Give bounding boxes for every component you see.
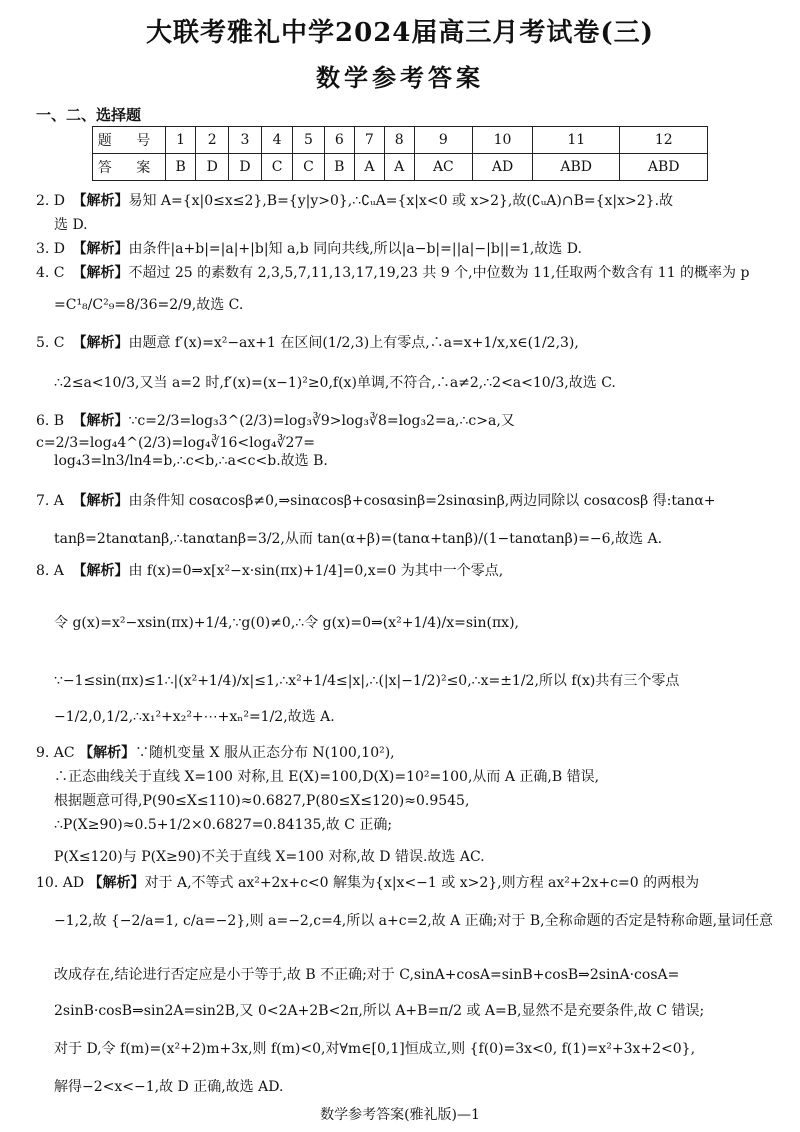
table-cell: 1 xyxy=(166,127,196,154)
row-label-answer: 答 案 xyxy=(93,154,166,181)
solution-text: 改成存在,结论进行否定应是小于等于,故 B 不正确;对于 C,sinA+cosA=sinB+cosB⇒2sinA·cosA= xyxy=(54,967,680,983)
solution-line xyxy=(54,670,774,692)
solution-line xyxy=(36,872,766,894)
solution-text: 2sinB·cosB⇒sin2A=sin2B,又 0<2A+2B<2π,所以 A+B=π/2 或 A=B,显然不是充要条件,故 C 错误; xyxy=(54,1003,705,1019)
table-cell: 3 xyxy=(229,127,262,154)
solution-text: 由题意 f′(x)=x²−ax+1 在区间(1/2,3)上有零点,∴a=x+1/x,x∈(1/2,3), xyxy=(128,335,579,351)
table-cell: 2 xyxy=(196,127,229,154)
table-cell: ABD xyxy=(533,154,620,181)
question-number: 9. AC xyxy=(36,745,75,761)
answer-table-answer-row xyxy=(93,154,708,181)
table-cell: 11 xyxy=(533,127,620,154)
solution-line xyxy=(36,410,766,455)
solution-line xyxy=(54,814,774,836)
page-footer: 数学参考答案(雅礼版)—1 xyxy=(320,1107,480,1123)
solution-line xyxy=(54,450,774,472)
table-cell: 12 xyxy=(620,127,708,154)
section-title: 一、二、选择题 xyxy=(36,106,142,124)
solution-line xyxy=(36,190,766,212)
solution-text: ∵−1≤sin(πx)≤1∴|(x²+1/4)/x|≤1,∴x²+1/4≤|x|,∴(|x|−1/2)²≤0,∴x=±1/2,所以 f(x)共有三个零点 xyxy=(54,673,680,689)
table-cell: A xyxy=(384,154,414,181)
page-title: 大联考雅礼中学2024届高三月考试卷(三) xyxy=(146,18,654,48)
solution-line xyxy=(54,294,774,316)
analysis-tag: 【解析】 xyxy=(72,563,129,579)
solution-text: 对于 D,令 f(m)=(x²+2)m+3x,则 f(m)<0,对∀m∈[0,1]恒成立,则 {f(0)=3x<0, f(1)=x²+3x+2<0}, xyxy=(54,1041,696,1057)
table-cell: 6 xyxy=(324,127,354,154)
solution-text: 易知 A={x|0≤x≤2},B={y|y>0},∴∁ᵤA={x|x<0 或 x>2},故(∁ᵤA)∩B={x|x>2}.故 xyxy=(128,193,674,209)
solution-line xyxy=(54,372,774,394)
table-cell: D xyxy=(229,154,262,181)
solution-line xyxy=(54,612,774,634)
solution-line xyxy=(54,964,774,986)
solution-text: 根据题意可得,P(90≤X≤110)≈0.6827,P(80≤X≤120)≈0.9545, xyxy=(54,793,470,809)
solution-text: log₄3=ln3/ln4=b,∴c<b,∴a<c<b.故选 B. xyxy=(54,453,328,469)
solution-text: ∴正态曲线关于直线 X=100 对称,且 E(X)=100,D(X)=10²=100,从而 A 正确,B 错误, xyxy=(54,769,600,785)
analysis-tag: 【解析】 xyxy=(72,241,129,257)
solution-text: tanβ=2tanαtanβ,∴tanαtanβ=3/2,从而 tan(α+β)=(tanα+tanβ)/(1−tanαtanβ)=−6,故选 A. xyxy=(54,531,663,547)
solution-line xyxy=(36,742,766,764)
solution-text: 对于 A,不等式 ax²+2x+c<0 解集为{x|x<−1 或 x>2},则方程 ax²+2x+c=0 的两根为 xyxy=(144,875,700,891)
solution-line xyxy=(36,560,766,582)
table-cell: A xyxy=(354,154,384,181)
table-cell: C xyxy=(261,154,292,181)
solution-text: =C¹₈/C²₉=8/36=2/9,故选 C. xyxy=(54,297,244,313)
table-cell: B xyxy=(166,154,196,181)
solution-text: 不超过 25 的素数有 2,3,5,7,11,13,17,19,23 共 9 个,中位数为 11,任取两个数含有 11 的概率为 p xyxy=(128,265,750,281)
table-cell: 5 xyxy=(293,127,324,154)
table-cell: C xyxy=(293,154,324,181)
question-number: 8. A xyxy=(36,563,64,579)
table-cell: 10 xyxy=(473,127,533,154)
solution-line xyxy=(36,262,766,284)
analysis-tag: 【解析】 xyxy=(72,413,129,429)
solution-text: ∴P(X≥90)≈0.5+1/2×0.6827=0.84135,故 C 正确; xyxy=(54,817,393,833)
table-cell: 4 xyxy=(261,127,292,154)
question-number: 4. C xyxy=(36,265,65,281)
analysis-tag: 【解析】 xyxy=(72,335,129,351)
solution-text: 由条件知 cosαcosβ≠0,⇒sinαcosβ+cosαsinβ=2sinαsinβ,两边同除以 cosαcosβ 得:tanα+ xyxy=(128,493,716,509)
solution-line xyxy=(54,706,774,728)
solution-line xyxy=(54,1076,774,1098)
solution-text: 选 D. xyxy=(54,217,88,233)
analysis-tag: 【解析】 xyxy=(72,265,129,281)
table-cell: ABD xyxy=(620,154,708,181)
table-cell: 9 xyxy=(414,127,473,154)
solution-text: −1,2,故 {−2/a=1, c/a=−2},则 a=−2,c=4,所以 a+c=2,故 A 正确;对于 B,全称命题的否定是特称命题,量词任意 xyxy=(54,913,774,929)
question-number: 10. AD xyxy=(36,875,85,891)
solution-line xyxy=(54,766,774,788)
question-number: 6. B xyxy=(36,413,65,429)
solution-text: P(X≤120)与 P(X≥90)不关于直线 X=100 对称,故 D 错误.故选 AC. xyxy=(54,849,485,865)
solution-text: 令 g(x)=x²−xsin(πx)+1/4,∵g(0)≠0,∴令 g(x)=0⇒(x²+1/4)/x=sin(πx), xyxy=(54,615,519,631)
page-subtitle: 数学参考答案 xyxy=(316,63,484,92)
table-cell: D xyxy=(196,154,229,181)
table-cell: 7 xyxy=(354,127,384,154)
row-label-number: 题 号 xyxy=(93,127,166,154)
solution-text: −1/2,0,1/2,∴x₁²+x₂²+⋯+xₙ²=1/2,故选 A. xyxy=(54,709,335,725)
analysis-tag: 【解析】 xyxy=(72,493,129,509)
solution-line xyxy=(36,238,766,260)
solution-line xyxy=(54,790,774,812)
table-cell: 8 xyxy=(384,127,414,154)
solution-line xyxy=(36,332,766,354)
table-cell: B xyxy=(324,154,354,181)
analysis-tag: 【解析】 xyxy=(88,875,145,891)
solution-text: 解得−2<x<−1,故 D 正确,故选 AD. xyxy=(54,1079,284,1095)
solution-line xyxy=(36,490,766,512)
answer-table xyxy=(92,126,708,181)
solution-line xyxy=(54,1000,774,1022)
solution-text: ∵c=2/3=log₃3^(2/3)=log₃∛9>log₃∛8=log₃2=a,∴c>a,又 c=2/3=log₄4^(2/3)=log₄∛16<log₄∛27= xyxy=(36,413,515,452)
analysis-tag: 【解析】 xyxy=(72,193,129,209)
solution-text: 由 f(x)=0⇒x[x²−x·sin(πx)+1/4]=0,x=0 为其中一个零点, xyxy=(128,563,504,579)
solution-text: ∴2≤a<10/3,又当 a=2 时,f′(x)=(x−1)²≥0,f(x)单调,不符合,∴a≠2,∴2<a<10/3,故选 C. xyxy=(54,375,616,391)
question-number: 5. C xyxy=(36,335,65,351)
question-number: 7. A xyxy=(36,493,64,509)
solution-line xyxy=(54,528,774,550)
solution-text: 由条件|a+b|=|a|+|b|知 a,b 同向共线,所以|a−b|=||a|−|b||=1,故选 D. xyxy=(128,241,582,257)
solution-line xyxy=(54,214,774,236)
solution-line xyxy=(54,846,774,868)
table-cell: AC xyxy=(414,154,473,181)
answer-table-number-row xyxy=(93,127,708,154)
analysis-tag: 【解析】 xyxy=(79,745,136,761)
table-cell: AD xyxy=(473,154,533,181)
solution-line xyxy=(54,1038,774,1060)
question-number: 3. D xyxy=(36,241,66,257)
question-number: 2. D xyxy=(36,193,66,209)
solution-line xyxy=(54,910,774,932)
solution-text: ∵随机变量 X 服从正态分布 N(100,10²), xyxy=(135,745,395,761)
